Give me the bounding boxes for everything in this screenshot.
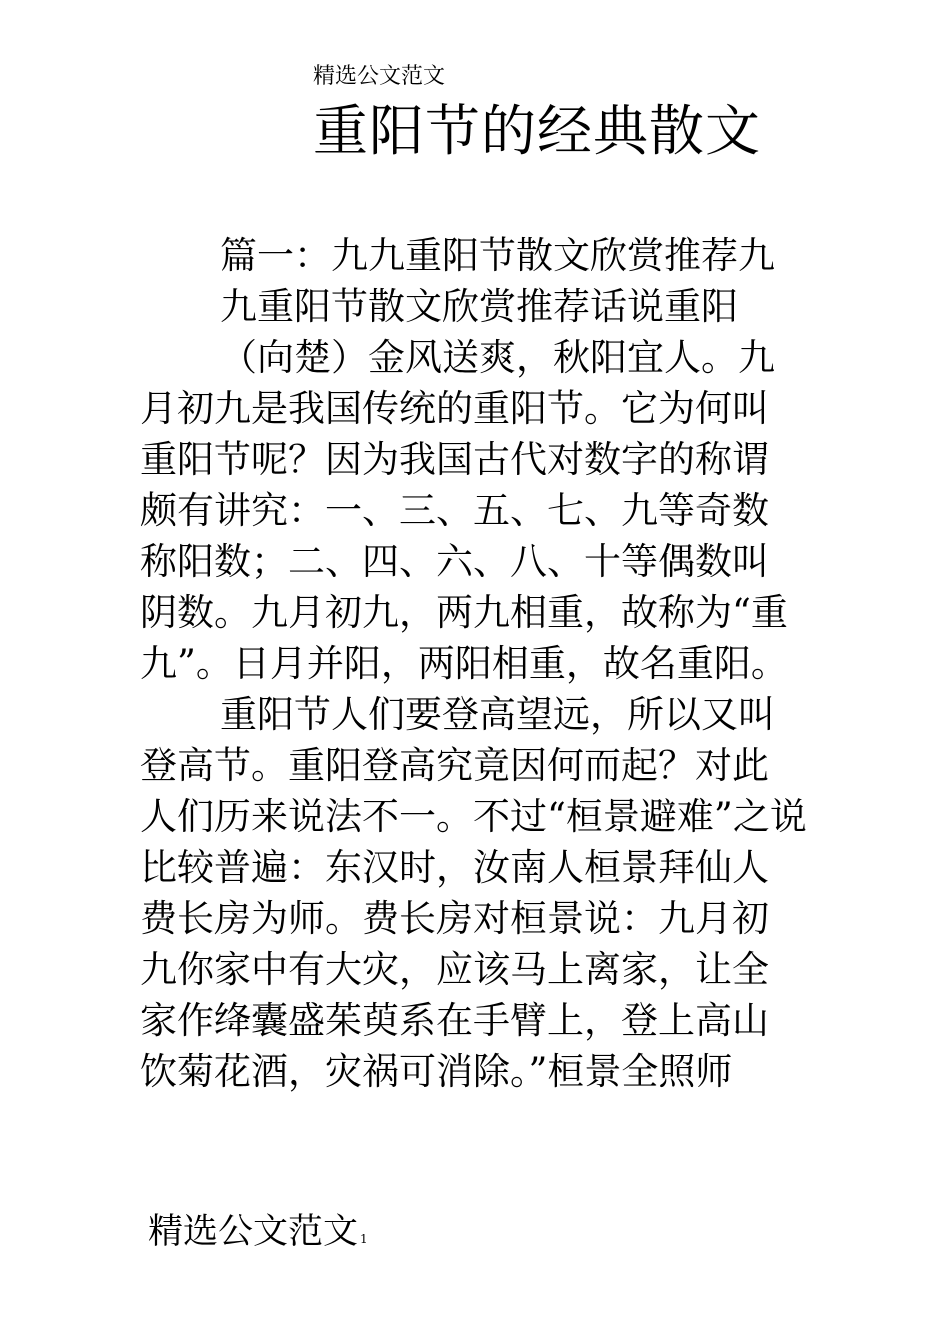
paragraph-1-line-1: 篇一：九九重阳节散文欣赏推荐九 [220, 234, 775, 277]
page-footer [148, 1207, 368, 1264]
paragraph-1-line-2: 九重阳节散文欣赏推荐话说重阳 [220, 285, 738, 328]
paragraph-1-line-4: 月初九是我国传统的重阳节。它为何叫 [140, 387, 769, 430]
paragraph-2-line-5: 费长房为师。费长房对桓景说：九月初 [140, 897, 769, 940]
paragraph-2-line-8: 饮菊花酒，灾祸可消除。”桓景全照师 [140, 1050, 733, 1093]
paragraph-1-line-6: 颇有讲究：一、三、五、七、九等奇数 [140, 489, 769, 532]
paragraph-1-line-8: 阴数。九月初九，两九相重，故称为“重 [140, 591, 788, 634]
footer-text: 精选公文范文 [148, 1212, 359, 1252]
paragraph-2-line-2: 登高节。重阳登高究竟因何而起？对此 [140, 744, 769, 787]
page-header: 精选公文范文 [313, 64, 446, 89]
paragraph-2 [140, 689, 840, 1097]
document-title: 重阳节的经典散文 [313, 99, 762, 163]
document-body [140, 230, 840, 1097]
paragraph-2-line-4: 比较普遍：东汉时，汝南人桓景拜仙人 [140, 846, 769, 889]
paragraph-1-line-5: 重阳节呢？因为我国古代对数字的称谓 [140, 438, 769, 481]
paragraph-2-line-7: 家作绛囊盛茱萸系在手臂上，登上高山 [140, 999, 769, 1042]
paragraph-1-line-3: （向楚）金风送爽，秋阳宜人。九 [220, 336, 775, 379]
paragraph-2-line-3: 人们历来说法不一。不过“桓景避难”之说 [140, 795, 807, 838]
paragraph-1-line-7: 称阳数；二、四、六、八、十等偶数叫 [140, 540, 769, 583]
paragraph-1 [140, 230, 840, 689]
paragraph-2-line-6: 九你家中有大灾，应该马上离家，让全 [140, 948, 769, 991]
paragraph-1-line-9: 九”。日月并阳，两阳相重，故名重阳。 [140, 642, 788, 685]
paragraph-2-line-1: 重阳节人们要登高望远，所以又叫 [220, 693, 775, 736]
page-number: 1 [360, 1232, 368, 1246]
